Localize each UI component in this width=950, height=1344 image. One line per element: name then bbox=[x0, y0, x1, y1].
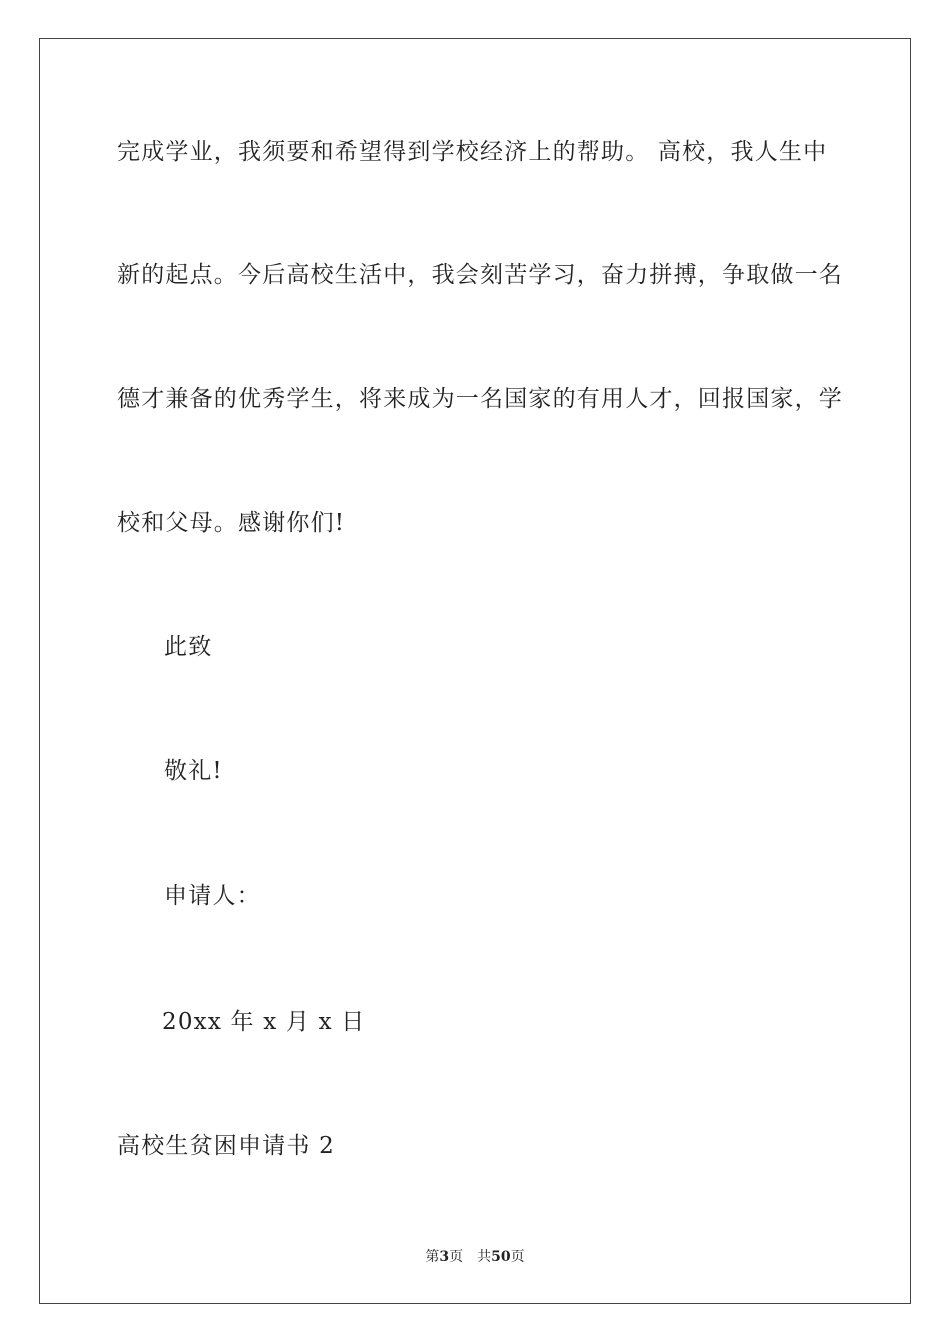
page-suffix: 页 bbox=[449, 1249, 464, 1265]
next-section-heading: 高校生贫困申请书 2 bbox=[117, 1133, 335, 1159]
page-footer bbox=[0, 1248, 950, 1266]
salutation: 此致 bbox=[164, 634, 213, 660]
page-current: 3 bbox=[439, 1249, 450, 1265]
date-line: 20xx 年 x 月 x 日 bbox=[162, 1009, 366, 1035]
paragraph-line-4: 校和父母。感谢你们! bbox=[117, 510, 346, 536]
total-prefix: 共 bbox=[477, 1249, 492, 1265]
applicant-label: 申请人： bbox=[164, 883, 261, 909]
regards: 敬礼! bbox=[164, 758, 223, 784]
paragraph-line-2: 新的起点。今后高校生活中，我会刻苦学习，奋力拼搏，争取做一名 bbox=[117, 262, 843, 288]
paragraph-line-3: 德才兼备的优秀学生，将来成为一名国家的有用人才，回报国家，学 bbox=[117, 386, 843, 412]
page-total: 50 bbox=[491, 1249, 511, 1265]
page-frame bbox=[39, 38, 911, 1304]
paragraph-line-1: 完成学业，我须要和希望得到学校经济上的帮助。 高校，我人生中 bbox=[117, 139, 828, 165]
total-suffix: 页 bbox=[510, 1249, 525, 1265]
page-prefix: 第 bbox=[425, 1249, 440, 1265]
